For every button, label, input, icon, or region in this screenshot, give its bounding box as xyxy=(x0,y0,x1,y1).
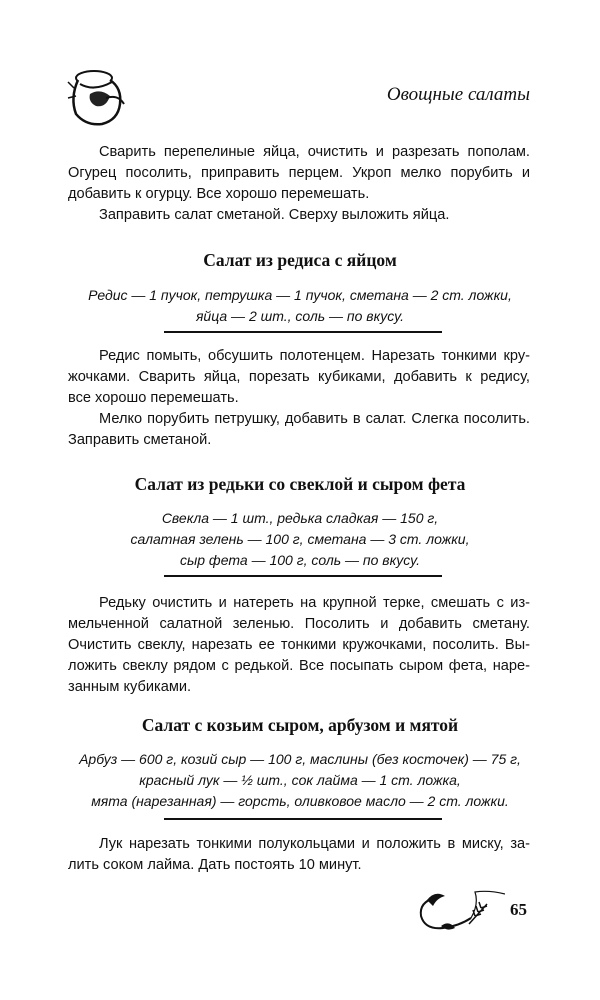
text-line: все хорошо перемешать. xyxy=(68,390,239,406)
divider-rule xyxy=(164,575,442,577)
floral-ornament-icon xyxy=(415,888,505,936)
paragraph xyxy=(68,346,530,409)
ingredient-line: мята (нарезанная) — горсть, оливковое масло — 2 ст. ложки. xyxy=(91,793,509,809)
text-line: Заправить салат сметаной. Сверху выложить яйца. xyxy=(99,207,450,223)
ingredient-line: яйца — 2 шт., соль — по вкусу. xyxy=(195,308,405,324)
text-line: Сварить перепелиные яйца, очистить и разрезать пополам. xyxy=(99,144,530,160)
ingredient-line: красный лук — ½ шт., сок лайма — 1 ст. ложка, xyxy=(139,772,461,788)
text-line: Редис помыть, обсушить полотенцем. Нарезать тонкими кру- xyxy=(99,348,530,364)
ingredient-line: Арбуз — 600 г, козий сыр — 100 г, маслины (без косточек) — 75 г, xyxy=(79,751,521,767)
running-title: Овощные салаты xyxy=(386,84,530,105)
ingredient-line: Свекла — 1 шт., редька сладкая — 150 г, xyxy=(161,510,439,526)
jar-illustration-icon xyxy=(66,68,128,128)
text-line: жочками. Сварить яйца, порезать кубиками, добавить к редису, xyxy=(68,369,530,385)
text-line: добавить к огурцу. Все хорошо перемешать. xyxy=(68,186,370,202)
text-line: ложить свеклу рядом с редькой. Все посыпать сыром фета, наре- xyxy=(68,658,530,674)
recipe-instructions xyxy=(68,834,530,876)
text-line: Лук нарезать тонкими полукольцами и положить в миску, за- xyxy=(99,836,530,852)
paragraph xyxy=(68,205,530,226)
page-number: 65 xyxy=(510,900,527,919)
text-line: мельченной салатной зеленью. Посолить и добавить сметану. xyxy=(68,616,530,632)
paragraph xyxy=(68,409,530,451)
paragraph xyxy=(68,593,530,698)
divider-rule xyxy=(164,818,442,820)
text-line: занным кубиками. xyxy=(68,679,192,695)
ingredient-line: сыр фета — 100 г, соль — по вкусу. xyxy=(179,552,421,568)
recipe-instructions xyxy=(68,593,530,698)
paragraph xyxy=(68,142,530,205)
text-line: Заправить сметаной. xyxy=(68,432,212,448)
recipe-title: Салат из редиса с яйцом xyxy=(203,250,397,270)
text-line: Мелко порубить петрушку, добавить в салат. Слегка посолить. xyxy=(99,411,530,427)
recipe-instructions xyxy=(68,346,530,451)
ingredients-list xyxy=(60,749,540,812)
divider-rule xyxy=(164,331,442,333)
text-line: Очистить свеклу, нарезать ее тонкими кружочками, посолить. Вы- xyxy=(68,637,530,653)
ingredients-list xyxy=(60,285,540,327)
text-line: Редьку очистить и натереть на крупной терке, смешать с из- xyxy=(99,595,530,611)
paragraph xyxy=(68,834,530,876)
recipe-title: Салат с козьим сыром, арбузом и мятой xyxy=(141,715,459,735)
recipe-title: Салат из редьки со свеклой и сыром фета xyxy=(134,474,466,494)
text-line: Огурец посолить, приправить перцем. Укроп мелко порубить и xyxy=(68,165,530,181)
ingredients-list xyxy=(60,508,540,571)
intro-text xyxy=(68,142,530,226)
ingredient-line: Редис — 1 пучок, петрушка — 1 пучок, сметана — 2 ст. ложки, xyxy=(88,287,512,303)
ingredient-line: салатная зелень — 100 г, сметана — 3 ст. ложки, xyxy=(130,531,470,547)
text-line: лить соком лайма. Дать постоять 10 минут. xyxy=(68,857,362,873)
